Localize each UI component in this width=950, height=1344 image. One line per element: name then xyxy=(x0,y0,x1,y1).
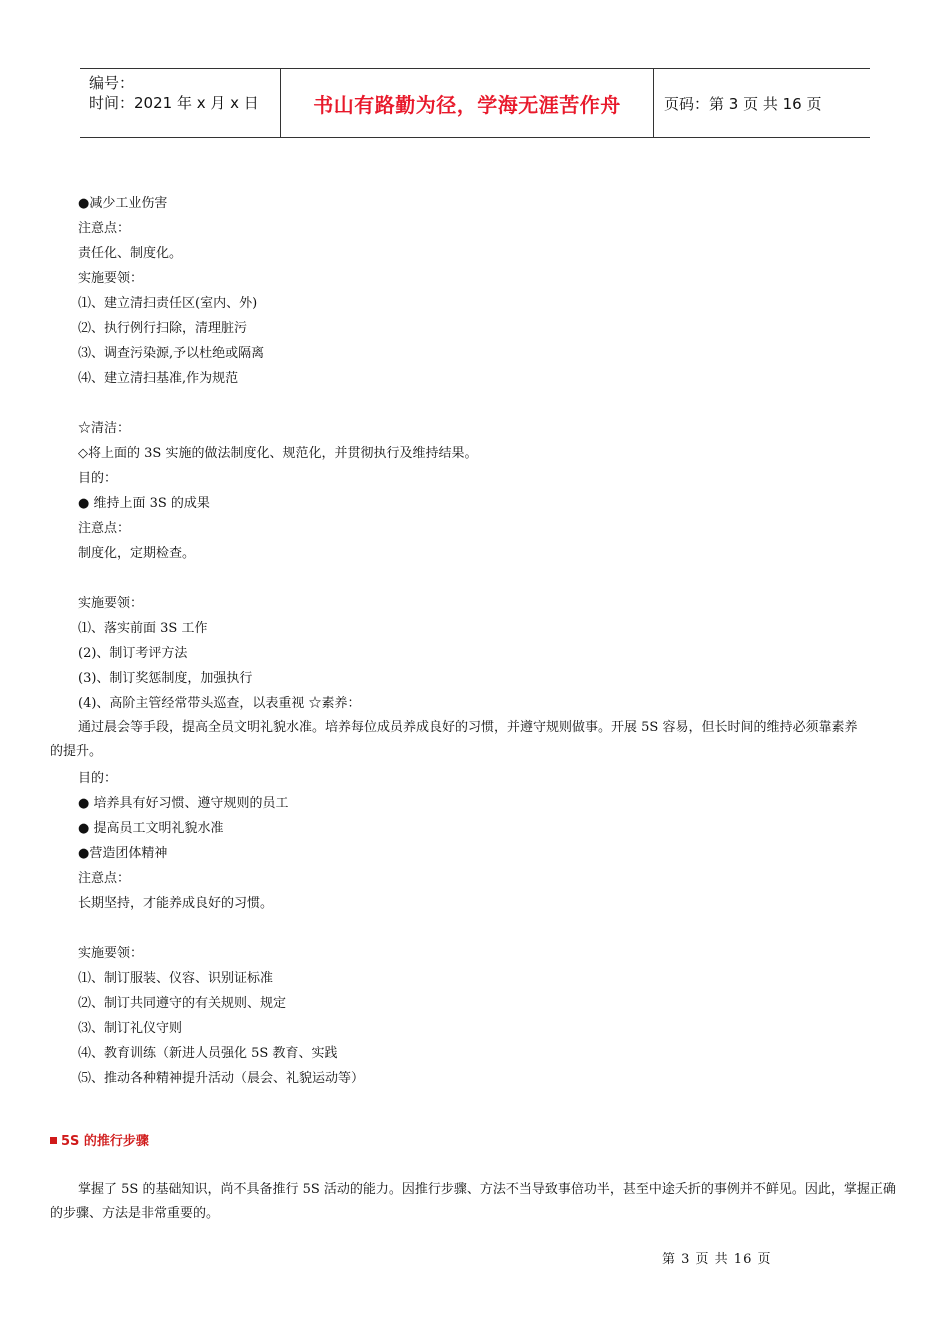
text-line: ⑷、建立清扫基准,作为规范 xyxy=(78,371,239,386)
text-line: ⑶、调查污染源,予以杜绝或隔离 xyxy=(78,346,265,361)
text-line: 制度化，定期检查。 xyxy=(78,546,196,561)
header-motto: 书山有路勤为径，学海无涯苦作舟 xyxy=(313,92,621,117)
header-number-label: 编号： xyxy=(89,74,135,92)
text-line: ⑴、建立清扫责任区(室内、外) xyxy=(78,296,258,311)
text-line: ● 提高员工文明礼貌水准 xyxy=(78,821,224,836)
text-line: ⑴、制订服装、仪容、识别证标准 xyxy=(78,971,274,986)
text-line: 目的： xyxy=(78,771,118,786)
text-line: 实施要领： xyxy=(78,271,144,286)
text-line: (4)、高阶主管经常带头巡查，以表重视 ☆素养： xyxy=(78,696,361,711)
text-line: ⑷、教育训练（新进人员强化 5S 教育、实践 xyxy=(78,1046,338,1061)
text-line: (3)、制订奖惩制度，加强执行 xyxy=(78,671,253,686)
text-line: ● 维持上面 3S 的成果 xyxy=(78,496,210,511)
header-motto-cell xyxy=(281,69,654,137)
text-line: (2)、制订考评方法 xyxy=(78,646,188,661)
text-line: ⑵、制订共同遵守的有关规则、规定 xyxy=(78,996,287,1011)
text-line: ◇将上面的 3S 实施的做法制度化、规范化，并贯彻执行及维持结果。 xyxy=(78,446,478,461)
header-meta-cell xyxy=(80,69,281,137)
text-line: ⑶、制订礼仪守则 xyxy=(78,1021,183,1036)
text-line: 长期坚持，才能养成良好的习惯。 xyxy=(78,896,274,911)
page-header xyxy=(80,68,870,138)
text-line: ⑴、落实前面 3S 工作 xyxy=(78,621,208,636)
text-line: 实施要领： xyxy=(78,946,144,961)
section-title: 5S 的推行步骤 xyxy=(61,1134,149,1149)
text-line: 注意点： xyxy=(78,871,131,886)
square-bullet-icon xyxy=(50,1137,57,1144)
text-line: 注意点： xyxy=(78,221,131,236)
text-line: 注意点： xyxy=(78,521,131,536)
header-page-info: 页码：第 3 页 共 16 页 xyxy=(664,94,822,113)
section-heading xyxy=(50,1130,149,1149)
text-line: ● 培养具有好习惯、遵守规则的员工 xyxy=(78,796,289,811)
text-line: ●减少工业伤害 xyxy=(78,196,168,211)
text-line: ⑵、执行例行扫除，清理脏污 xyxy=(78,321,248,336)
text-line: 实施要领： xyxy=(78,596,144,611)
text-line: ⑸、推动各种精神提升活动（晨会、礼貌运动等） xyxy=(78,1071,365,1086)
page-footer: 第 3 页 共 16 页 xyxy=(662,1252,772,1267)
header-page-info-cell xyxy=(654,69,870,137)
text-paragraph: 通过晨会等手段，提高全员文明礼貌水准。培养每位成员养成良好的习惯，并遵守规则做事。开展 5S 容易，但长时间的维持必须靠素养的提升。 xyxy=(50,720,858,759)
closing-paragraph: 掌握了 5S 的基础知识，尚不具备推行 5S 活动的能力。因推行步骤、方法不当导致事倍功半，甚至中途夭折的事例并不鲜见。因此，掌握正确的步骤、方法是非常重要的。 xyxy=(50,1182,896,1221)
text-line: 责任化、制度化。 xyxy=(78,246,183,261)
text-line: 目的： xyxy=(78,471,118,486)
header-time-label: 时间：2021 年 x 月 x 日 xyxy=(89,94,259,112)
text-line: ☆清洁： xyxy=(78,421,131,436)
text-line: ●营造团体精神 xyxy=(78,846,168,861)
